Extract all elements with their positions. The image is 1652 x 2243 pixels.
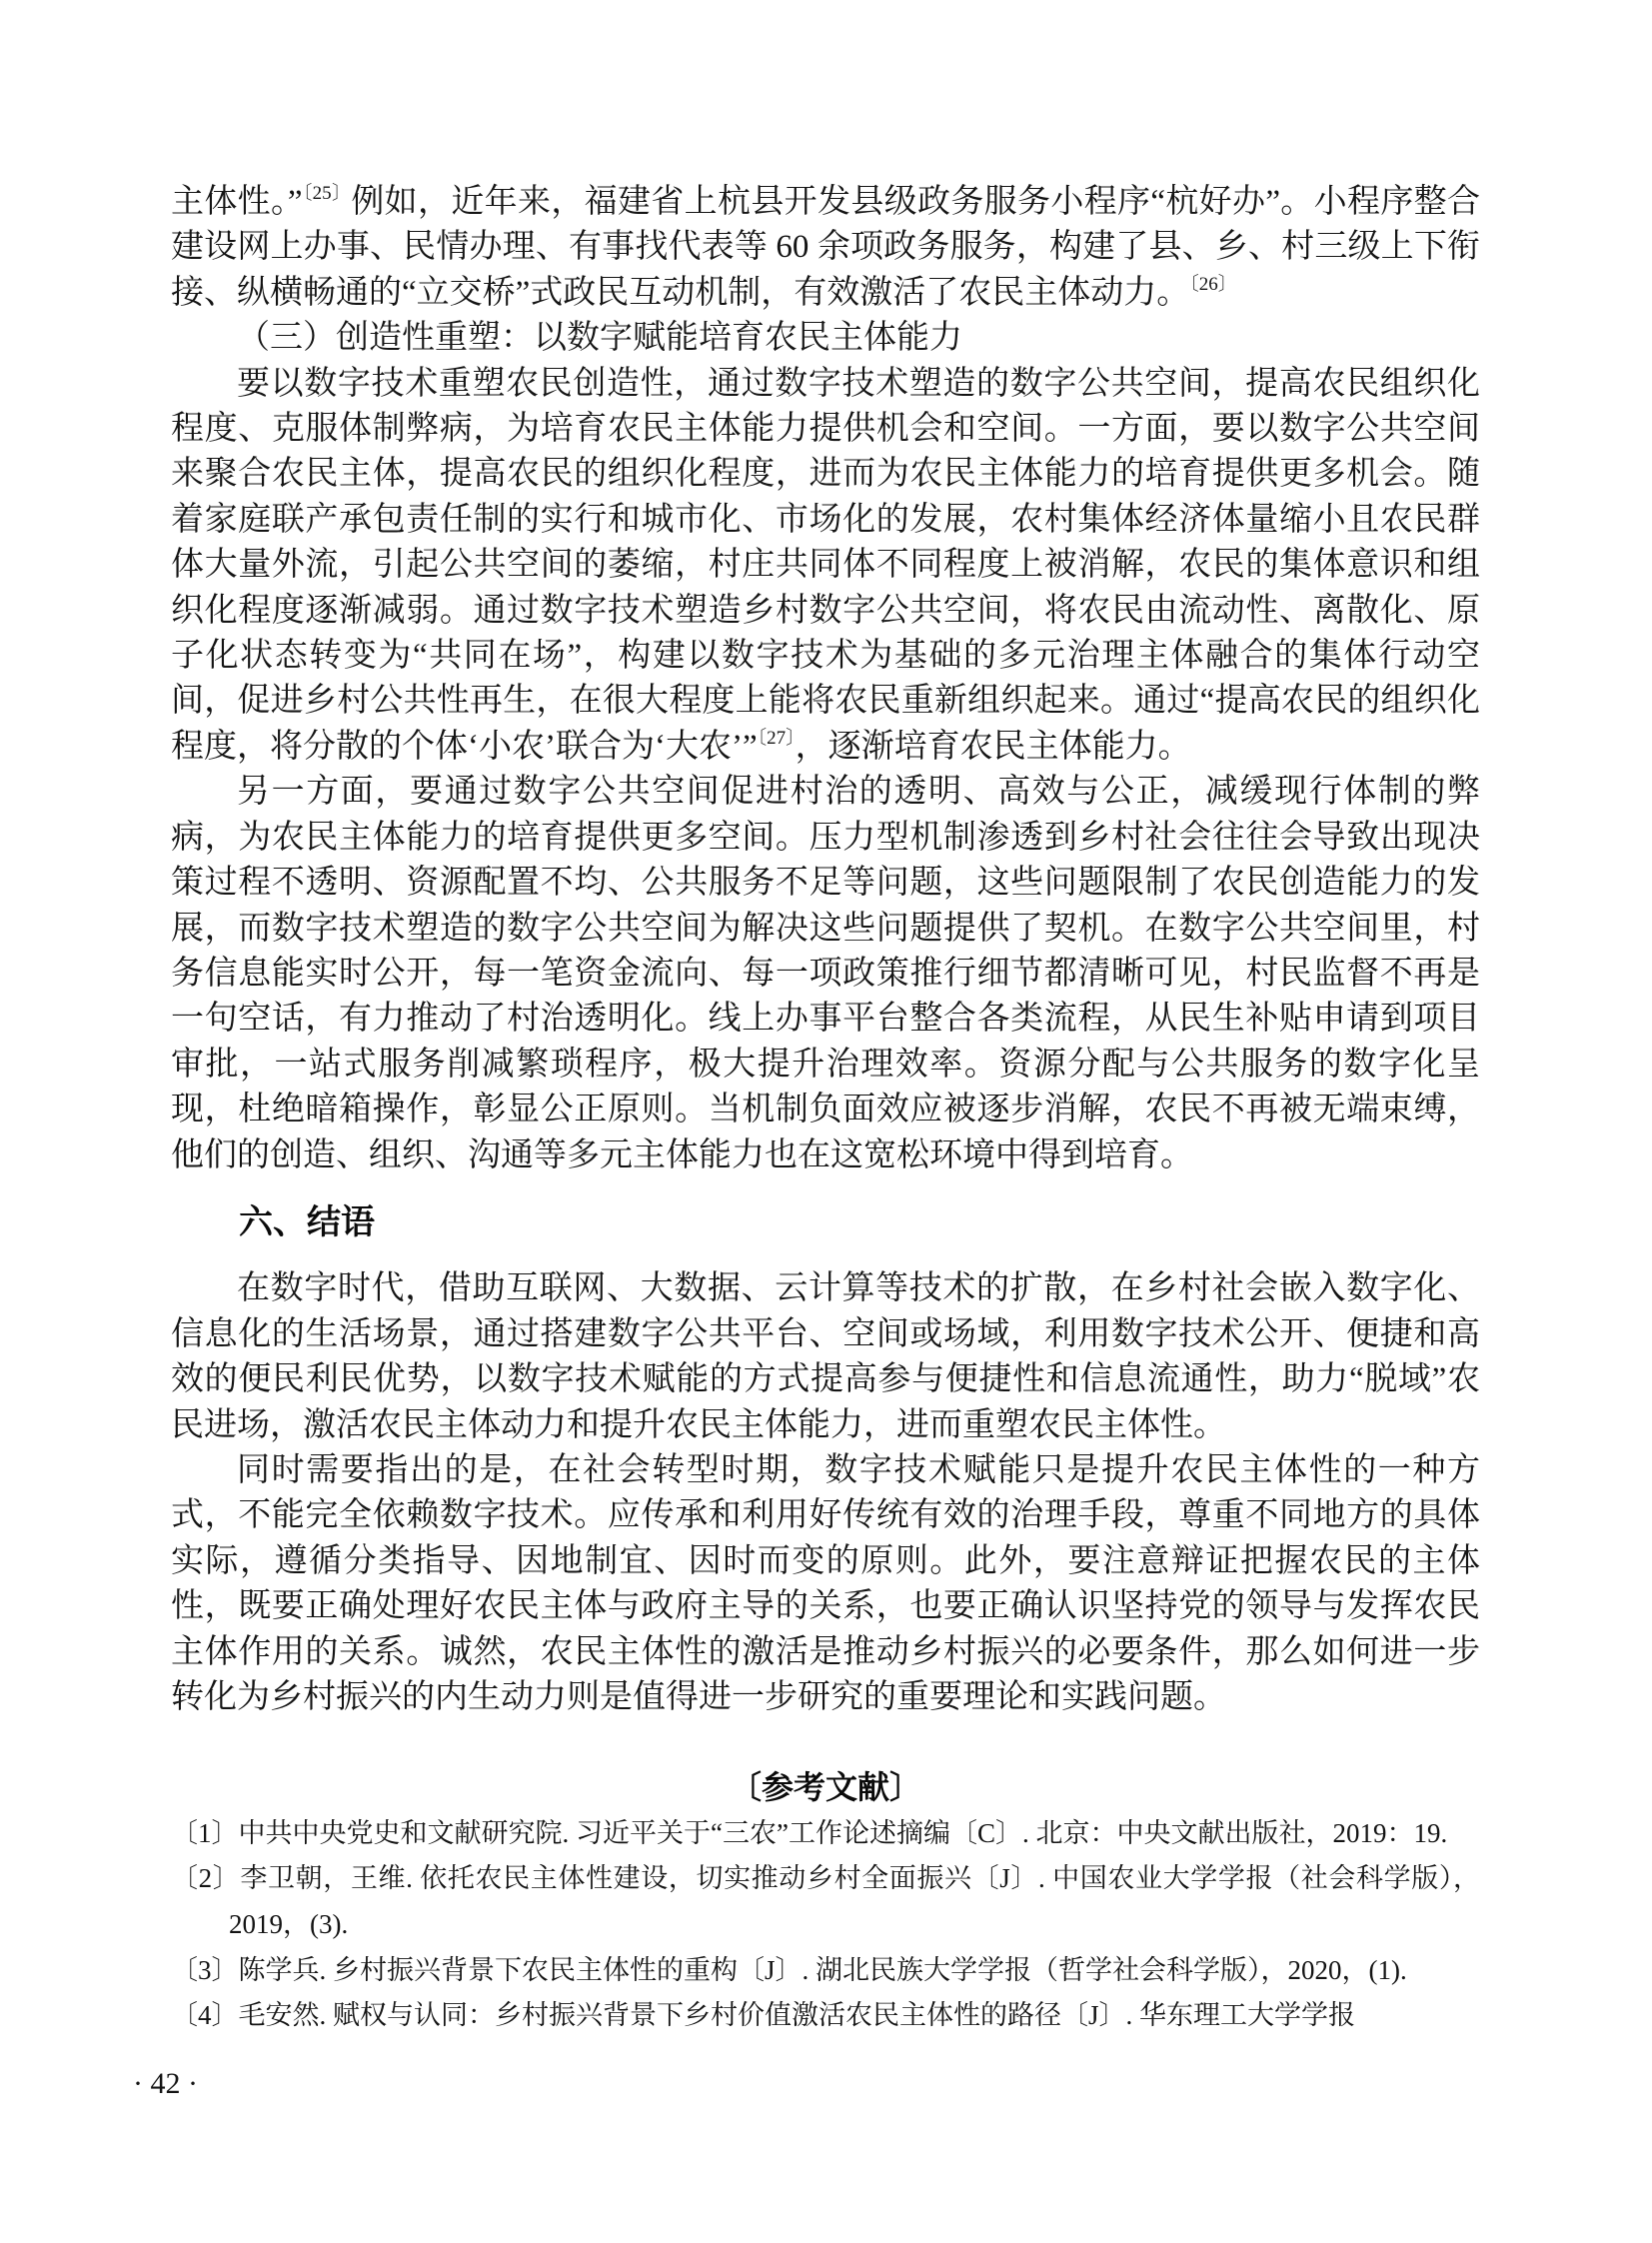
body-paragraph-reshape	[171, 362, 1480, 771]
references-list	[171, 1811, 1480, 2039]
body-paragraph-other-side: 另一方面，要通过数字公共空间促进村治的透明、高效与公正，减缓现行体制的弊病，为农民主体能力的培育提供更多空间。压力型机制渗透到乡村社会往往会导致出现决策过程不透明、资源配置不均、公共服务不足等问题，这些问题限制了农民创造能力的发展，而数字技术塑造的数字公共空间为解决这些问题提供了契机。在数字公共空间里，村务信息能实时公开，每一笔资金流向、每一项政策推行细节都清晰可见，村民监督不再是一句空话，有力推动了村治透明化。线上办事平台整合各类流程，从民生补贴申请到项目审批，一站式服务削减繁琐程序，极大提升治理效率。资源分配与公共服务的数字化呈现，杜绝暗箱操作，彰显公正原则。当机制负面效应被逐步消解，农民不再被无端束缚，他们的创造、组织、沟通等多元主体能力也在这宽松环境中得到培育。	[171, 774, 1480, 1173]
references-heading: 〔参考文献〕	[729, 1769, 921, 1806]
body-paragraph-conclusion-2: 同时需要指出的是，在社会转型时期，数字技术赋能只是提升农民主体性的一种方式，不能完全依赖数字技术。应传承和利用好传统有效的治理手段，尊重不同地方的具体实际，遵循分类指导、因地制宜、因时而变的原则。此外，要注意辩证把握农民的主体性，既要正确处理好农民主体与政府主导的关系，也要正确认识坚持党的领导与发挥农民主体作用的关系。诚然，农民主体性的激活是推动乡村振兴的必要条件，那么如何进一步转化为乡村振兴的内生动力则是值得进一步研究的重要理论和实践问题。	[171, 1451, 1480, 1715]
body-paragraph-continued	[171, 180, 1480, 316]
paragraph-text: 要以数字技术重塑农民创造性，通过数字技术塑造的数字公共空间，提高农民组织化程度、克服体制弊病，为培育农民主体能力提供机会和空间。一方面，要以数字公共空间来聚合农民主体，提高农民的组织化程度，进而为农民主体能力的培育提供更多机会。随着家庭联产承包责任制的实行和城市化、市场化的发展，农村集体经济体量缩小且农民群体大量外流，引起公共空间的萎缩，村庄共同体不同程度上被消解，农民的集体意识和组织化程度逐渐减弱。通过数字技术塑造乡村数字公共空间，将农民由流动性、离散化、原子化状态转变为“共同在场”，构建以数字技术为基础的多元治理主体融合的集体行动空间，促进乡村公共性再生，在很大程度上能将农民重新组织起来。通过“提高农民的组织化程度，将分散的个体‘小农’联合为‘大农’”	[171, 365, 1480, 765]
reference-item-3: 〔3〕陈学兵. 乡村振兴背景下农民主体性的重构〔J〕. 湖北民族大学学报（哲学社会科学版），2020，(1).	[171, 1954, 1407, 1985]
section-heading-conclusion: 六、结语	[239, 1202, 375, 1241]
footnote-ref-27: 〔27〕	[757, 727, 796, 749]
paragraph-text: 例如，近年来，福建省上杭县开发县级政务服务小程序“杭好办”。小程序整合建设网上办事、民情办理、有事找代表等 60 余项政务服务，构建了县、乡、村三级上下衔接、纵横畅通的“立交桥”式政民互动机制，有效激活了农民主体动力。	[171, 184, 1480, 311]
paragraph-text: ，逐渐培育农民主体能力。	[795, 728, 1191, 765]
subsection-heading: （三）创造性重塑：以数字赋能培育农民主体能力	[237, 320, 962, 357]
footnote-ref-26: 〔26〕	[1189, 273, 1237, 295]
reference-item-2: 〔2〕李卫朝，王维. 依托农民主体性建设，切实推动乡村全面振兴〔J〕. 中国农业大学学报（社会科学版），2019，(3).	[171, 1863, 1480, 1939]
page-number: · 42 ·	[133, 2067, 198, 2100]
reference-item-1: 〔1〕中共中央党史和文献研究院. 习近平关于“三农”工作论述摘编〔C〕. 北京：中央文献出版社，2019：19.	[171, 1817, 1448, 1848]
reference-item-4: 〔4〕毛安然. 赋权与认同：乡村振兴背景下乡村价值激活农民主体性的路径〔J〕. 华东理工大学学报	[171, 2000, 1356, 2031]
page-content	[171, 180, 1480, 2039]
paragraph-text: 主体性。”	[171, 184, 303, 220]
body-paragraph-conclusion-1: 在数字时代，借助互联网、大数据、云计算等技术的扩散，在乡村社会嵌入数字化、信息化的生活场景，通过搭建数字公共平台、空间或场域，利用数字技术公开、便捷和高效的便民利民优势，以数字技术赋能的方式提高参与便捷性和信息流通性，助力“脱域”农民进场，激活农民主体动力和提升农民主体能力，进而重塑农民主体性。	[171, 1270, 1480, 1443]
footnote-ref-25: 〔25〕	[302, 183, 352, 204]
